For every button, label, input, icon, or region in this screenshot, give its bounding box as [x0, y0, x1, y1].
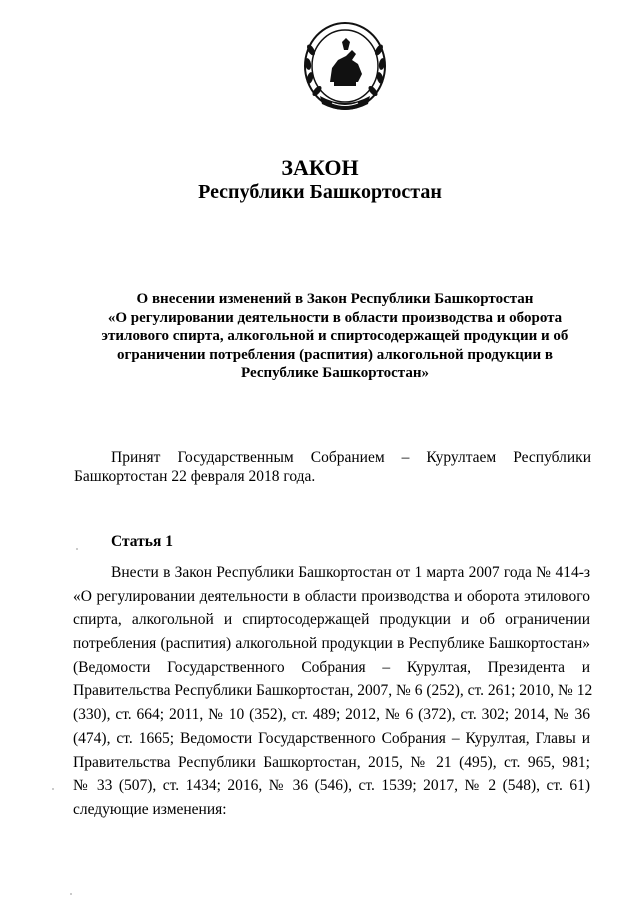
coat-of-arms-emblem: [302, 20, 388, 118]
article-body: [73, 561, 593, 822]
article-heading: Статья 1: [111, 533, 173, 550]
amendment-title-line: Республике Башкортостан»: [241, 365, 429, 381]
scan-speck: [76, 548, 78, 550]
amendment-title-line: ограничении потребления (распития) алкогольной продукции в: [117, 346, 553, 363]
law-title: ЗАКОН: [281, 155, 359, 180]
article-line: спирта, алкогольной и спиртосодержащей продукции и об ограничении: [73, 611, 590, 629]
article-line: (474), ст. 1665; Ведомости Государственного Собрания – Курултая, Главы и: [73, 729, 590, 747]
amendment-title-line: этилового спирта, алкогольной и спиртосодержащей продукции и об: [101, 328, 569, 344]
article-line: Внести в Закон Республики Башкортостан от 1 марта 2007 года № 414-з: [111, 564, 590, 581]
adoption-note-line: Принят Государственным Собранием – Курултаем Республики: [111, 449, 591, 466]
amendment-title: [92, 290, 578, 383]
scan-speck: [70, 893, 72, 895]
article-line: следующие изменения:: [73, 800, 227, 818]
adoption-note: [74, 448, 591, 486]
amendment-title-line: «О регулировании деятельности в области производства и оборота: [107, 309, 563, 326]
article-line: Правительства Республики Башкортостан, 2015, № 21 (495), ст. 965, 981;: [73, 753, 590, 771]
article-line: Правительства Республики Башкортостан, 2007, № 6 (252), ст. 261; 2010, № 12: [73, 682, 593, 700]
adoption-note-line: Башкортостан 22 февраля 2018 года.: [74, 468, 316, 485]
scan-speck: [52, 788, 54, 790]
article-line: № 33 (507), ст. 1434; 2016, № 36 (546), ст. 1539; 2017, № 2 (548), ст. 61): [73, 777, 590, 795]
article-line: (Ведомости Государственного Собрания – Курултая, Президента и: [73, 658, 590, 676]
law-subtitle: Республики Башкортостан: [198, 181, 442, 203]
amendment-title-line: О внесении изменений в Закон Республики Башкортостан: [136, 291, 534, 307]
article-line: (330), ст. 664; 2011, № 10 (352), ст. 489; 2012, № 6 (372), ст. 302; 2014, № 36: [73, 706, 590, 724]
article-line: потребления (распития) алкогольной продукции в Республике Башкортостан»: [73, 635, 590, 653]
article-line: «О регулировании деятельности в области производства и оборота этилового: [73, 587, 590, 605]
